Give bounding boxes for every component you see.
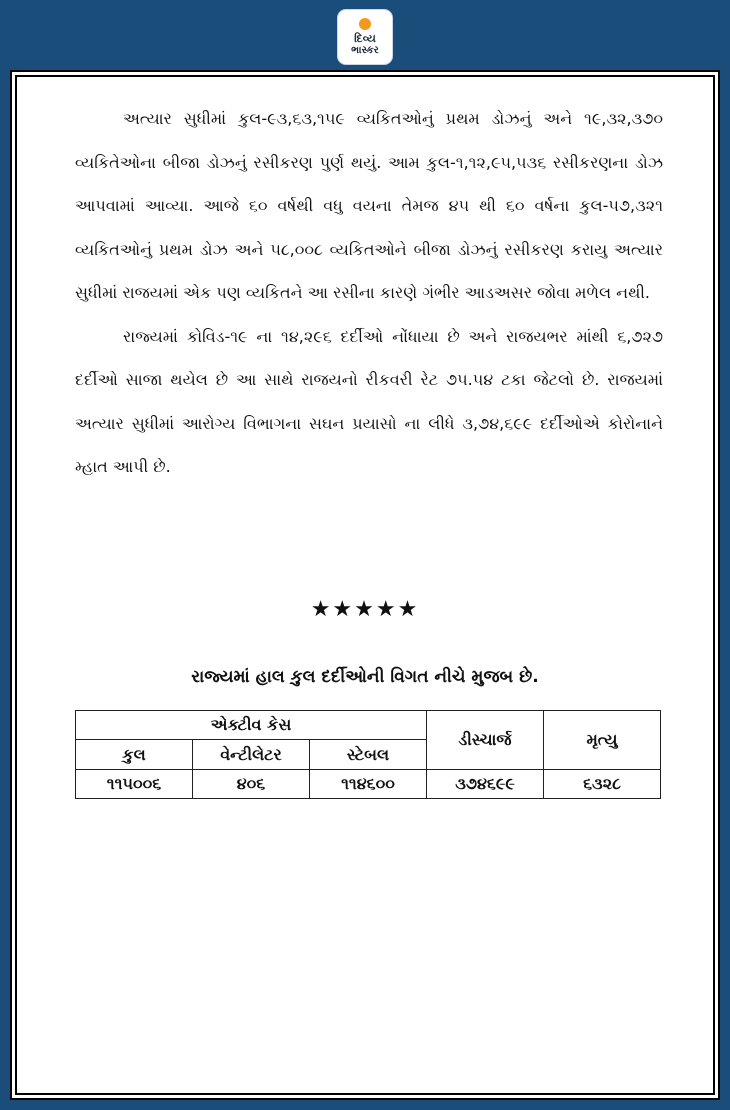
patient-status-table	[75, 710, 661, 799]
deaths-value: ૬૩૨૮	[544, 770, 661, 799]
discharged-value: ૩૭૪૬૯૯	[427, 770, 544, 799]
stable-header: સ્ટેબલ	[310, 740, 427, 770]
vaccination-paragraph: અત્યાર સુધીમાં કુલ-૯૩,૬૩,૧૫૯ વ્યકિતઓનું પ્રથમ ડોઝનું અને ૧૯,૩૨,૩૭૦ વ્યકિતેઓના બીજા ડોઝનું રસીકરણ પુર્ણ થયું. આમ કુલ-૧,૧૨,૯૫,૫૩૬ રસીકરણના ડોઝ આપવામાં આવ્યા. આજે ૬૦ વર્ષથી વધુ વયના તેમજ ૪૫ થી ૬૦ વર્ષના કુલ-૫૭,૩૨૧ વ્યકિતઓનું પ્રથમ ડોઝ અને ૫૮,૦૦૮ વ્યકિતઓને બીજા ડોઝનું રસીકરણ કરાયુ અત્યાર સુધીમાં રાજયમાં એક પણ વ્યકિતને આ રસીના કારણે ગંભીર આડઅસર જોવા મળેલ નથી.	[75, 109, 663, 302]
logo-line-2: ભાસ્કર	[351, 44, 379, 56]
table-row	[76, 770, 661, 799]
body-text	[75, 97, 663, 489]
discharged-header: ડીસ્ચાર્જ	[427, 711, 544, 770]
active-cases-header: એક્ટીવ કેસ	[76, 711, 427, 740]
star-divider: ★★★★★	[310, 597, 420, 622]
stable-value: ૧૧૪૬૦૦	[310, 770, 427, 799]
divya-bhaskar-logo	[338, 10, 392, 64]
table-header-row	[76, 711, 661, 740]
ventilator-value: ૪૦૬	[193, 770, 310, 799]
logo-line-1: દિવ્ય	[354, 31, 376, 45]
total-value: ૧૧૫૦૦૬	[76, 770, 193, 799]
total-header: કુલ	[76, 740, 193, 770]
table-heading: રાજ્યમાં હાલ કુલ દર્દીઓની વિગત નીચે મુજબ છે.	[191, 667, 539, 687]
deaths-header: મૃત્યુ	[544, 711, 661, 770]
inner-border	[15, 75, 715, 1095]
press-note-sheet	[10, 70, 720, 1100]
covid-cases-paragraph: રાજ્યમાં કોવિડ-૧૯ ના ૧૪,૨૯૬ દર્દીઓ નોંધાયા છે અને રાજયભર માંથી ૬,૭૨૭ દર્દીઓ સાજા થયેલ છે આ સાથે રાજયનો રીકવરી રેટ ૭૫.૫૪ ટકા જેટલો છે. રાજયમાં અત્યાર સુધીમાં આરોગ્ય વિભાગના સઘન પ્રયાસો ના લીધે ૩,૭૪,૬૯૯ દર્દીઓએ કોરોનાને મ્હાત આપી છે.	[75, 326, 663, 476]
ventilator-header: વેન્ટીલેટર	[193, 740, 310, 770]
sun-icon	[359, 18, 371, 30]
